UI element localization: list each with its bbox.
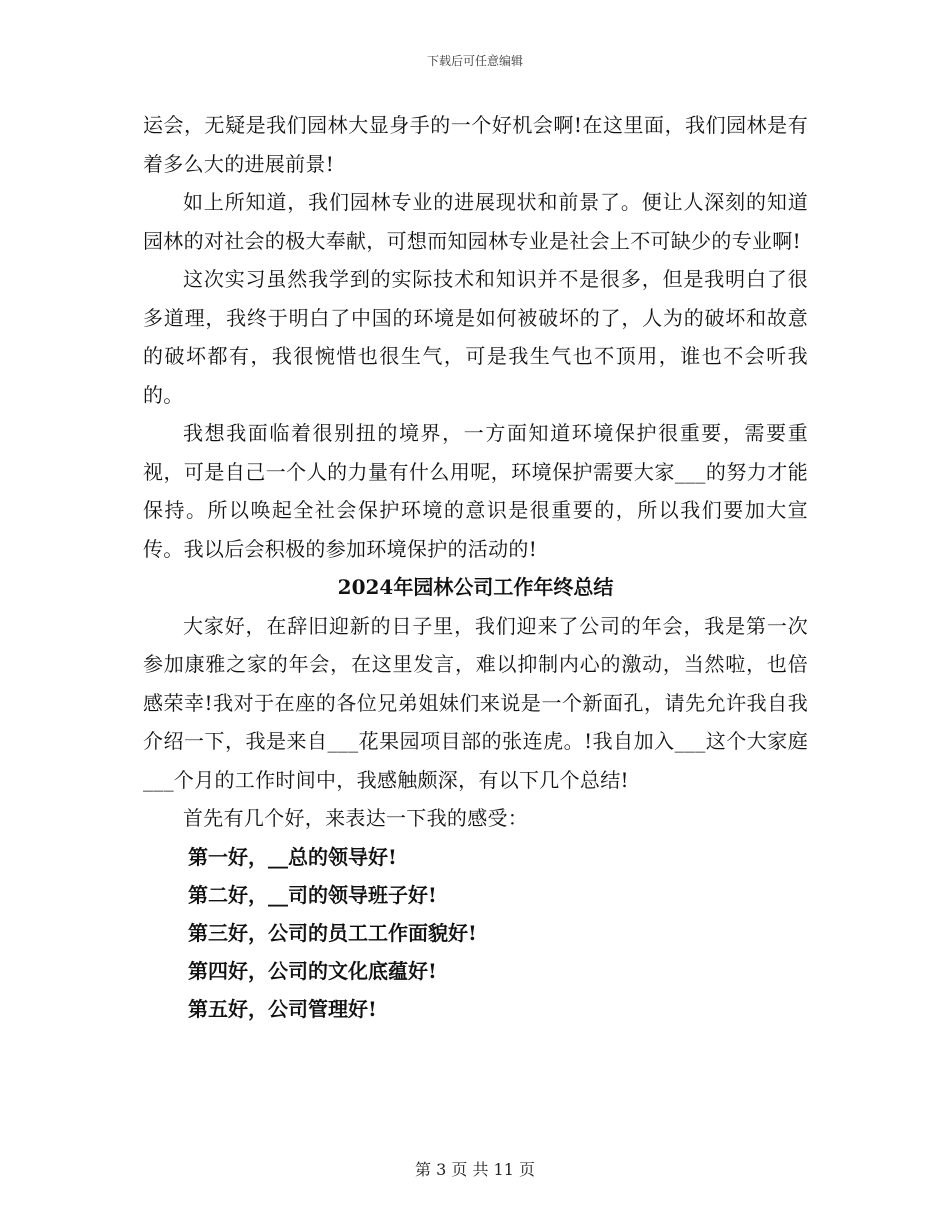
paragraph-greeting: 大家好，在辞旧迎新的日子里，我们迎来了公司的年会，我是第一次参加康雅之家的年会，在这里发言，难以抑制内心的激动，当然啦，也倍感荣幸!我对于在座的各位兄弟姐妹们来说是一个新面孔，请先允许我自我介绍一下，我是来自___花果园项目部的张连虎。!我自加入___这个大家庭___个月的工作时间中，我感触颇深，有以下几个总结! xyxy=(143,613,808,792)
page-footer: 第 3 页 共 11 页 xyxy=(415,1160,535,1179)
bold-item-2: 第二好，__司的领导班子好! xyxy=(188,882,437,907)
paragraph-environment: 我想我面临着很别扭的境界，一方面知道环境保护很重要，需要重视，可是自己一个人的力量有什么用呢，环境保护需要大家___的努力才能保持。所以唤起全社会保护环境的意识是很重要的，所以我们要加大宣传。我以后会积极的参加环境保护的活动的! xyxy=(143,421,808,561)
bold-item-5: 第五好，公司管理好! xyxy=(188,996,377,1021)
paragraph-internship: 这次实习虽然我学到的实际技术和知识并不是很多，但是我明白了很多道理，我终于明白了中国的环境是如何被破坏的了，人为的破坏和故意的破坏都有，我很惋惜也很生气，可是我生气也不顶用，谁也不会听我的。 xyxy=(143,267,808,407)
section-title: 2024年园林公司工作年终总结 xyxy=(337,575,614,599)
bold-item-4: 第四好，公司的文化底蕴好! xyxy=(188,958,437,983)
document-body xyxy=(143,106,808,1028)
bold-item-1: 第一好，__总的领导好! xyxy=(188,844,397,869)
paragraph-prospects: 如上所知道，我们园林专业的进展现状和前景了。便让人深刻的知道园林的对社会的极大奉献，可想而知园林专业是社会上不可缺少的专业啊! xyxy=(143,190,808,253)
page-header: 下载后可任意编辑 xyxy=(426,54,523,68)
paragraph-continued: 运会，无疑是我们园林大显身手的一个好机会啊!在这里面，我们园林是有着多么大的进展前景! xyxy=(143,113,808,176)
paragraph-intro-list: 首先有几个好，来表达一下我的感受： xyxy=(183,806,529,830)
bold-item-3: 第三好，公司的员工工作面貌好! xyxy=(188,920,477,945)
